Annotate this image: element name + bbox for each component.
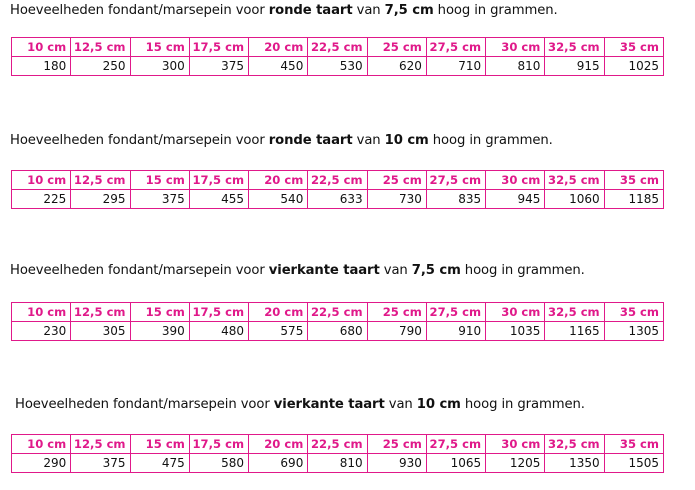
header-cell: 25 cm [367, 38, 426, 57]
section-title [15, 397, 585, 412]
header-cell: 27,5 cm [426, 303, 485, 322]
title-shape: vierkante taart [268, 263, 380, 278]
header-row [12, 435, 664, 454]
title-mid: van [352, 133, 385, 148]
header-cell: 15 cm [130, 38, 189, 57]
header-cell: 25 cm [367, 303, 426, 322]
value-cell: 475 [130, 454, 189, 473]
header-cell: 17,5 cm [189, 435, 248, 454]
value-cell: 225 [12, 190, 71, 209]
title-suffix: hoog in grammen. [428, 133, 553, 148]
header-cell: 30 cm [486, 171, 545, 190]
header-cell: 12,5 cm [71, 171, 130, 190]
value-cell: 730 [367, 190, 426, 209]
value-cell: 480 [189, 322, 248, 341]
title-prefix: Hoeveelheden fondant/marsepein voor [10, 133, 269, 148]
value-cell: 620 [367, 57, 426, 76]
value-cell: 1305 [604, 322, 663, 341]
header-cell: 12,5 cm [71, 38, 130, 57]
header-cell: 12,5 cm [71, 435, 130, 454]
header-cell: 27,5 cm [426, 38, 485, 57]
title-suffix: hoog in grammen. [433, 3, 558, 18]
header-cell: 10 cm [12, 435, 71, 454]
value-row [12, 454, 664, 473]
header-cell: 20 cm [249, 38, 308, 57]
title-prefix: Hoeveelheden fondant/marsepein voor [10, 263, 269, 278]
title-mid: van [379, 263, 412, 278]
value-row [12, 57, 664, 76]
value-cell: 540 [249, 190, 308, 209]
value-cell: 810 [486, 57, 545, 76]
header-row [12, 303, 664, 322]
header-cell: 22,5 cm [308, 435, 367, 454]
title-shape: ronde taart [268, 3, 353, 18]
value-cell: 375 [71, 454, 130, 473]
value-cell: 250 [71, 57, 130, 76]
value-cell: 835 [426, 190, 485, 209]
header-cell: 30 cm [486, 435, 545, 454]
value-cell: 790 [367, 322, 426, 341]
header-cell: 12,5 cm [71, 303, 130, 322]
title-shape: ronde taart [268, 133, 353, 148]
title-shape: vierkante taart [273, 397, 385, 412]
title-mid: van [352, 3, 385, 18]
header-cell: 22,5 cm [308, 171, 367, 190]
value-cell: 1065 [426, 454, 485, 473]
section-title [10, 263, 585, 278]
header-cell: 15 cm [130, 435, 189, 454]
quantity-table [11, 434, 664, 473]
header-cell: 10 cm [12, 303, 71, 322]
value-cell: 580 [189, 454, 248, 473]
value-cell: 295 [71, 190, 130, 209]
quantity-table [11, 302, 664, 341]
value-cell: 230 [12, 322, 71, 341]
value-cell: 1505 [604, 454, 663, 473]
section-title [10, 3, 558, 18]
value-cell: 930 [367, 454, 426, 473]
value-cell: 680 [308, 322, 367, 341]
header-cell: 25 cm [367, 171, 426, 190]
value-cell: 633 [308, 190, 367, 209]
header-cell: 17,5 cm [189, 303, 248, 322]
value-cell: 690 [249, 454, 308, 473]
value-cell: 305 [71, 322, 130, 341]
header-cell: 15 cm [130, 303, 189, 322]
header-cell: 32,5 cm [545, 38, 604, 57]
header-cell: 35 cm [604, 38, 663, 57]
value-cell: 1035 [486, 322, 545, 341]
value-cell: 180 [12, 57, 71, 76]
value-cell: 455 [189, 190, 248, 209]
header-cell: 10 cm [12, 171, 71, 190]
header-cell: 22,5 cm [308, 38, 367, 57]
value-cell: 915 [545, 57, 604, 76]
value-cell: 1165 [545, 322, 604, 341]
header-cell: 17,5 cm [189, 171, 248, 190]
value-cell: 1350 [545, 454, 604, 473]
header-cell: 32,5 cm [545, 171, 604, 190]
header-cell: 27,5 cm [426, 435, 485, 454]
value-row [12, 190, 664, 209]
section-title [10, 133, 553, 148]
header-cell: 17,5 cm [189, 38, 248, 57]
value-cell: 530 [308, 57, 367, 76]
header-cell: 10 cm [12, 38, 71, 57]
header-cell: 20 cm [249, 303, 308, 322]
title-prefix: Hoeveelheden fondant/marsepein voor [15, 397, 274, 412]
title-prefix: Hoeveelheden fondant/marsepein voor [10, 3, 269, 18]
header-cell: 27,5 cm [426, 171, 485, 190]
title-height: 7,5 cm [411, 263, 461, 278]
header-cell: 20 cm [249, 435, 308, 454]
header-cell: 22,5 cm [308, 303, 367, 322]
value-cell: 1060 [545, 190, 604, 209]
value-cell: 450 [249, 57, 308, 76]
quantity-table [11, 37, 664, 76]
header-cell: 25 cm [367, 435, 426, 454]
header-row [12, 171, 664, 190]
header-cell: 35 cm [604, 435, 663, 454]
title-suffix: hoog in grammen. [460, 263, 585, 278]
value-cell: 375 [130, 190, 189, 209]
value-cell: 290 [12, 454, 71, 473]
title-height: 10 cm [384, 133, 429, 148]
value-cell: 1205 [486, 454, 545, 473]
header-cell: 30 cm [486, 303, 545, 322]
title-mid: van [384, 397, 417, 412]
title-suffix: hoog in grammen. [460, 397, 585, 412]
header-cell: 32,5 cm [545, 303, 604, 322]
value-row [12, 322, 664, 341]
header-cell: 35 cm [604, 303, 663, 322]
title-height: 7,5 cm [384, 3, 434, 18]
value-cell: 810 [308, 454, 367, 473]
value-cell: 300 [130, 57, 189, 76]
value-cell: 945 [486, 190, 545, 209]
header-cell: 30 cm [486, 38, 545, 57]
value-cell: 710 [426, 57, 485, 76]
header-cell: 32,5 cm [545, 435, 604, 454]
value-cell: 375 [189, 57, 248, 76]
value-cell: 575 [249, 322, 308, 341]
value-cell: 1025 [604, 57, 663, 76]
value-cell: 390 [130, 322, 189, 341]
quantity-table [11, 170, 664, 209]
header-cell: 35 cm [604, 171, 663, 190]
header-row [12, 38, 664, 57]
value-cell: 910 [426, 322, 485, 341]
header-cell: 15 cm [130, 171, 189, 190]
title-height: 10 cm [416, 397, 461, 412]
value-cell: 1185 [604, 190, 663, 209]
header-cell: 20 cm [249, 171, 308, 190]
